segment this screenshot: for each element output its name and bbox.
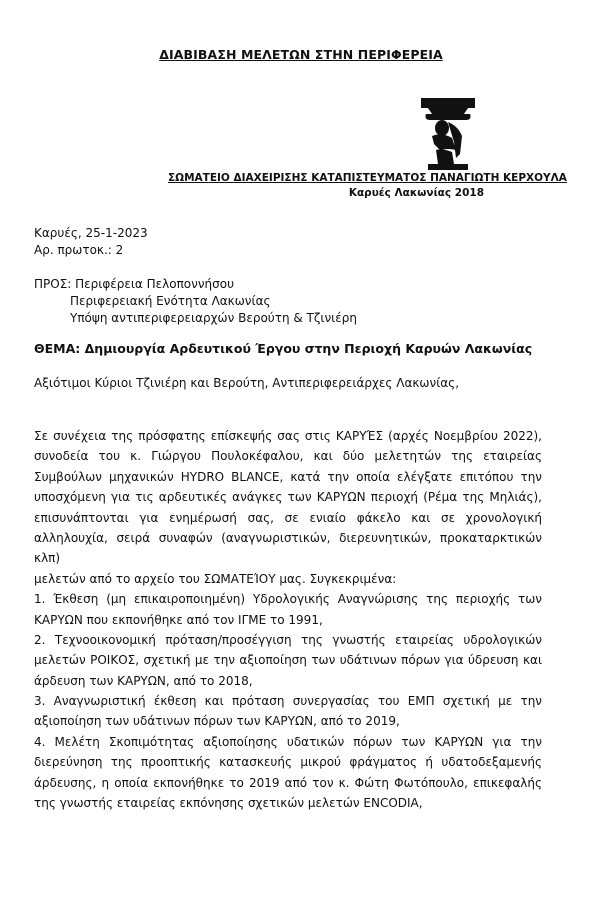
- intro-line: υποσχόμενη για τις αρδευτικές ανάγκες των ΚΑΡΥΩΝ περιοχή (Ρέμα της Μηλιάς),: [34, 490, 542, 505]
- list-item-line: της γνωστής εταιρείας εκπόνησης σχετικών μελετών ENCODIA,: [34, 796, 423, 811]
- list-item-line: αξιοποίηση των υδάτινων πόρων των ΚΑΡΥΩΝ, από το 2019,: [34, 714, 400, 729]
- organization-subline: Καρυές Λακωνίας 2018: [348, 187, 484, 199]
- intro-line: Σε συνέχεια της πρόσφατης επίσκεψής σας στις ΚΑΡΥΈΣ (αρχές Νοεμβρίου 2022),: [34, 429, 542, 443]
- protocol-number: Αρ. πρωτοκ.: 2: [34, 243, 124, 257]
- intro-paragraph: [34, 426, 542, 813]
- list-item-line: 2. Τεχνοοικονομική πρόταση/προσέγγιση της γνωστής εταιρείας υδρολογικών: [34, 632, 542, 647]
- intro-line: Συμβούλων μηχανικών HYDRO BLANCE, κατά την οποία ελέγξατε επιτόπου την: [34, 469, 542, 484]
- intro-line: συνοδεία του κ. Γιώργου Πουλοκέφαλου, και δύο μελετητών της εταιρείας: [34, 449, 542, 464]
- salutation: Αξιότιμοι Κύριοι Τζινιέρη και Βερούτη, Αντιπεριφερειάρχες Λακωνίας,: [34, 376, 460, 390]
- place-date: Καρυές, 25-1-2023: [34, 226, 148, 240]
- document-heading: ΔΙΑΒΙΒΑΣΗ ΜΕΛΕΤΩΝ ΣΤΗΝ ΠΕΡΙΦΕΡΕΙΑ: [159, 47, 443, 62]
- list-item-line: διερεύνηση της προοπτικής κατασκευής μικρού φράγματος ή υδατοδεξαμενής: [34, 755, 542, 770]
- intro-line: επισυνάπτονται για ενημέρωσή σας, σε ενιαίο φάκελο και σε χρονολογική: [34, 510, 542, 525]
- recipient-line-1: ΠΡΟΣ: Περιφέρεια Πελοποννήσου: [34, 277, 235, 291]
- list-item-line: ΚΑΡΥΩΝ που εκπονήθηκε από τον ΙΓΜΕ το 1991,: [34, 612, 323, 627]
- list-item-line: 4. Μελέτη Σκοπιμότητας αξιοποίησης υδατικών πόρων των ΚΑΡΥΩΝ για την: [34, 734, 542, 749]
- recipient-line-2: Περιφερειακή Ενότητα Λακωνίας: [70, 294, 271, 308]
- list-item-line: 1. Έκθεση (μη επικαιροποιημένη) Υδρολογικής Αναγνώρισης της περιοχής των: [34, 592, 542, 607]
- column-statue-logo-icon: [418, 98, 478, 170]
- list-item-line: 3. Αναγνωριστική έκθεση και πρόταση συνεργασίας του ΕΜΠ σχετική με την: [34, 694, 542, 709]
- list-item-line: άρδευση των ΚΑΡΥΩΝ, από το 2018,: [34, 673, 253, 688]
- recipient-line-3: Υπόψη αντιπεριφερειαρχών Βερούτη & Τζινιέρη: [70, 311, 357, 325]
- subject-line: ΘΕΜΑ: Δημιουργία Αρδευτικού Έργου στην Περιοχή Καρυών Λακωνίας: [34, 341, 533, 356]
- list-item-line: μελετών ΡΟΙΚΟΣ, σχετική με την αξιοποίηση των υδάτινων πόρων για ύδρευση και: [34, 653, 542, 668]
- intro-line: αλληλουχία, σειρά συναφών (αναγνωριστικών, διερευνητικών, προκαταρκτικών κλπ): [34, 530, 542, 566]
- intro-line: μελετών από το αρχείο του ΣΩΜΑΤΕΊΟΥ μας. Συγκεκριμένα:: [34, 571, 397, 586]
- list-item-line: άρδευσης, η οποία εκπονήθηκε το 2019 από τον κ. Φώτη Φωτόπουλο, επικεφαλής: [34, 775, 542, 790]
- organization-name: ΣΩΜΑΤΕΙΟ ΔΙΑΧΕΙΡΙΣΗΣ ΚΑΤΑΠΙΣΤΕΥΜΑΤΟΣ ΠΑΝΑΓΙΩΤΗ ΚΕΡΧΟΥΛΑ: [168, 172, 567, 184]
